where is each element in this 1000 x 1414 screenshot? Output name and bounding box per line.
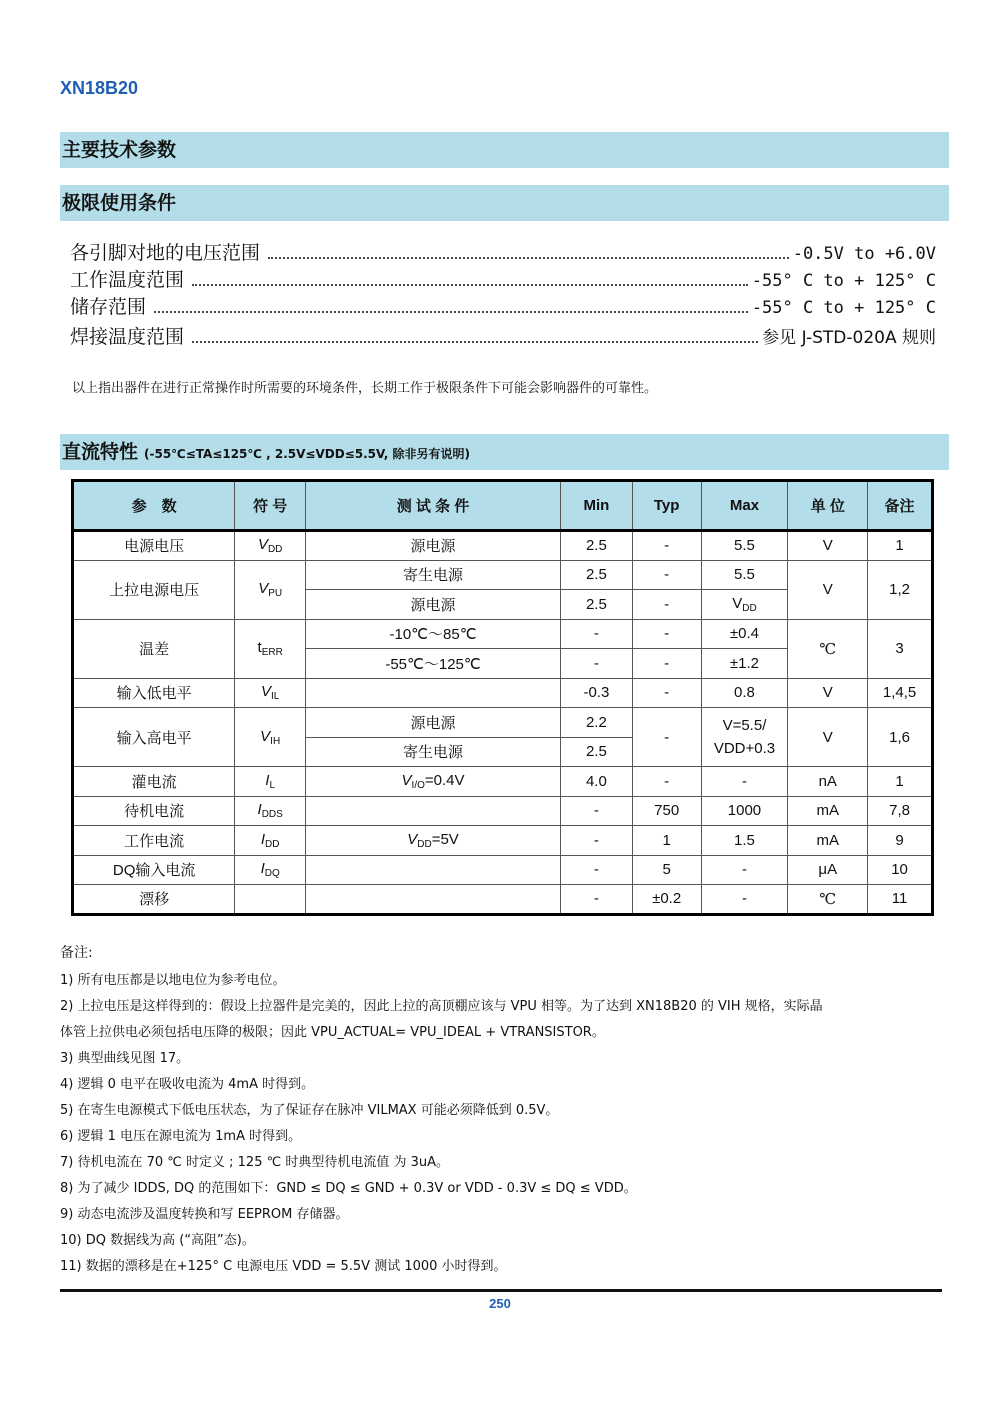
header-param: 参 数 [73, 481, 235, 531]
cell-typ: - [632, 708, 701, 767]
cell-typ: 750 [632, 796, 701, 826]
limit-row [70, 292, 936, 319]
cell-param: 电源电压 [73, 531, 235, 561]
cell-unit: V [788, 560, 868, 619]
note-item: 1) 所有电压都是以地电位为参考电位。 [60, 973, 286, 988]
limit-row [70, 238, 936, 265]
table-row [73, 531, 933, 561]
section-dc-condition: (-55℃≤TA≤125℃ , 2.5V≤VDD≤5.5V, 除非另有说明) [144, 447, 470, 461]
cell-unit: mA [788, 826, 868, 856]
cell-max: 5.5 [701, 531, 788, 561]
cell-max: $V_{DD}$ [701, 590, 788, 620]
cell-unit: V [788, 708, 868, 767]
cell-typ: ±0.2 [632, 885, 701, 915]
cell-min: 2.2 [561, 708, 633, 738]
leader-dots [154, 311, 748, 313]
cell-max: V=5.5/ VDD+0.3 [701, 708, 788, 767]
limit-row [70, 322, 936, 349]
cell-typ: - [632, 531, 701, 561]
note-item: 4) 逻辑 0 电平在吸收电流为 4mA 时得到。 [60, 1077, 315, 1092]
table-row [73, 885, 933, 915]
cell-note: 11 [868, 885, 933, 915]
note-item: 8) 为了减少 IDDS, DQ 的范围如下：GND ≤ DQ ≤ GND + 0.3V or VDD - 0.3V ≤ DQ ≤ VDD。 [60, 1181, 637, 1196]
note-item: 3) 典型曲线见图 17。 [60, 1051, 190, 1066]
dc-characteristics-table [71, 479, 934, 916]
limit-value: -0.5V to +6.0V [792, 244, 936, 264]
cell-max: 1.5 [701, 826, 788, 856]
table-row [73, 619, 933, 649]
cell-min: - [561, 796, 633, 826]
cell-symbol: $t_{ERR}$ [235, 619, 306, 678]
cell-condition: $V_{DD}=5V$ [306, 826, 561, 856]
cell-condition [306, 678, 561, 708]
note-item: 10) DQ 数据线为高 (“高阻”态)。 [60, 1233, 255, 1248]
cell-note: 1,4,5 [868, 678, 933, 708]
cell-unit: V [788, 678, 868, 708]
section-limits: 极限使用条件 [60, 185, 949, 221]
section-main-params: 主要技术参数 [60, 132, 949, 168]
cell-param: 漂移 [73, 885, 235, 915]
cell-unit: μA [788, 855, 868, 885]
cell-symbol: $I_{DD}$ [235, 826, 306, 856]
cell-condition: 源电源 [306, 531, 561, 561]
cell-condition: 寄生电源 [306, 737, 561, 767]
cell-symbol: $V_{IH}$ [235, 708, 306, 767]
cell-unit: nA [788, 767, 868, 797]
doc-title: XN18B20 [60, 78, 139, 98]
cell-min: 2.5 [561, 531, 633, 561]
cell-condition: -10℃～85℃ [306, 619, 561, 649]
header-max: Max [701, 481, 788, 531]
cell-symbol: $V_{DD}$ [235, 531, 306, 561]
cell-note: 1 [868, 531, 933, 561]
cell-symbol: $I_L$ [235, 767, 306, 797]
cell-note: 1 [868, 767, 933, 797]
cell-param: 输入高电平 [73, 708, 235, 767]
notes-heading: 备注: [60, 945, 93, 961]
cell-min: - [561, 855, 633, 885]
table-row [73, 826, 933, 856]
cell-symbol: $I_{DQ}$ [235, 855, 306, 885]
cell-max: - [701, 855, 788, 885]
cell-note: 1,6 [868, 708, 933, 767]
cell-condition [306, 885, 561, 915]
table-header-row [73, 481, 933, 531]
limit-label: 工作温度范围 [70, 269, 185, 291]
cell-param: 待机电流 [73, 796, 235, 826]
cell-min: -0.3 [561, 678, 633, 708]
header-condition: 测 试 条 件 [306, 481, 561, 531]
cell-typ: - [632, 678, 701, 708]
cell-condition [306, 796, 561, 826]
cell-max: ±1.2 [701, 649, 788, 679]
cell-min: 2.5 [561, 560, 633, 590]
cell-note: 1,2 [868, 560, 933, 619]
section-dc-title: 直流特性 [62, 441, 139, 463]
note-item: 9) 动态电流涉及温度转换和写 EEPROM 存储器。 [60, 1207, 349, 1222]
cell-typ: 5 [632, 855, 701, 885]
cell-typ: - [632, 649, 701, 679]
cell-max: 1000 [701, 796, 788, 826]
note-item: 11) 数据的漂移是在+125° C 电源电压 VDD = 5.5V 测试 1000 小时得到。 [60, 1259, 507, 1274]
limit-row [70, 265, 936, 292]
cell-max: 5.5 [701, 560, 788, 590]
section-dc [60, 434, 949, 470]
limit-label: 各引脚对地的电压范围 [70, 242, 261, 264]
limit-value: 参见 J-STD-020A 规则 [762, 328, 936, 348]
cell-unit: mA [788, 796, 868, 826]
cell-note: 7,8 [868, 796, 933, 826]
header-min: Min [561, 481, 633, 531]
note-item: 5) 在寄生电源模式下低电压状态，为了保证存在脉冲 VILMAX 可能必须降低到 0.5V。 [60, 1103, 559, 1118]
cell-min: 2.5 [561, 590, 633, 620]
cell-note: 3 [868, 619, 933, 678]
limits-note: 以上指出器件在进行正常操作时所需要的环境条件，长期工作于极限条件下可能会影响器件的可靠性。 [72, 381, 658, 396]
cell-min: - [561, 885, 633, 915]
footer-rule [60, 1289, 942, 1292]
leader-dots [192, 341, 758, 343]
cell-condition: 寄生电源 [306, 560, 561, 590]
header-note: 备注 [868, 481, 933, 531]
limit-label: 储存范围 [70, 296, 147, 318]
cell-min: - [561, 826, 633, 856]
limit-value: -55° C to + 125° C [751, 298, 936, 318]
cell-condition: $V_{I/O}=0.4V$ [306, 767, 561, 797]
cell-unit: ℃ [788, 619, 868, 678]
cell-param: 温差 [73, 619, 235, 678]
leader-dots [268, 257, 789, 259]
note-item: 6) 逻辑 1 电压在源电流为 1mA 时得到。 [60, 1129, 302, 1144]
cell-symbol [235, 885, 306, 915]
leader-dots [192, 284, 748, 286]
cell-note: 9 [868, 826, 933, 856]
table-row [73, 678, 933, 708]
table-row [73, 767, 933, 797]
cell-typ: - [632, 590, 701, 620]
cell-typ: - [632, 767, 701, 797]
limit-value: -55° C to + 125° C [751, 271, 936, 291]
cell-unit: ℃ [788, 885, 868, 915]
cell-param: DQ输入电流 [73, 855, 235, 885]
cell-condition: 源电源 [306, 590, 561, 620]
cell-min: 2.5 [561, 737, 633, 767]
table-row [73, 560, 933, 590]
cell-typ: - [632, 560, 701, 590]
cell-param: 灌电流 [73, 767, 235, 797]
header-unit: 单 位 [788, 481, 868, 531]
cell-max: ±0.4 [701, 619, 788, 649]
cell-condition: 源电源 [306, 708, 561, 738]
cell-param: 上拉电源电压 [73, 560, 235, 619]
cell-note: 10 [868, 855, 933, 885]
notes-block [60, 942, 945, 1280]
cell-condition: -55℃～125℃ [306, 649, 561, 679]
cell-typ: - [632, 619, 701, 649]
cell-min: - [561, 649, 633, 679]
header-typ: Typ [632, 481, 701, 531]
cell-param: 工作电流 [73, 826, 235, 856]
table-row [73, 796, 933, 826]
header-symbol: 符 号 [235, 481, 306, 531]
cell-min: - [561, 619, 633, 649]
cell-max: - [701, 885, 788, 915]
cell-typ: 1 [632, 826, 701, 856]
note-item: 7) 待机电流在 70 ℃ 时定义 ; 125 ℃ 时典型待机电流值 为 3uA。 [60, 1155, 450, 1170]
cell-min: 4.0 [561, 767, 633, 797]
page-number: 250 [489, 1296, 511, 1311]
cell-symbol: $V_{IL}$ [235, 678, 306, 708]
table-row [73, 708, 933, 738]
cell-max: - [701, 767, 788, 797]
cell-max: 0.8 [701, 678, 788, 708]
note-item: 2) 上拉电压是这样得到的：假设上拉器件是完美的，因此上拉的高顶棚应该与 VPU 相等。为了达到 XN18B20 的 VIH 规格，实际晶 [60, 999, 823, 1014]
cell-symbol: $V_{PU}$ [235, 560, 306, 619]
cell-symbol: $I_{DDS}$ [235, 796, 306, 826]
table-row [73, 855, 933, 885]
limit-label: 焊接温度范围 [70, 326, 185, 348]
note-item: 体管上拉供电必须包括电压降的极限；因此 VPU_ACTUAL= VPU_IDEAL + VTRANSISTOR。 [60, 1025, 605, 1040]
cell-condition [306, 855, 561, 885]
cell-param: 输入低电平 [73, 678, 235, 708]
cell-unit: V [788, 531, 868, 561]
